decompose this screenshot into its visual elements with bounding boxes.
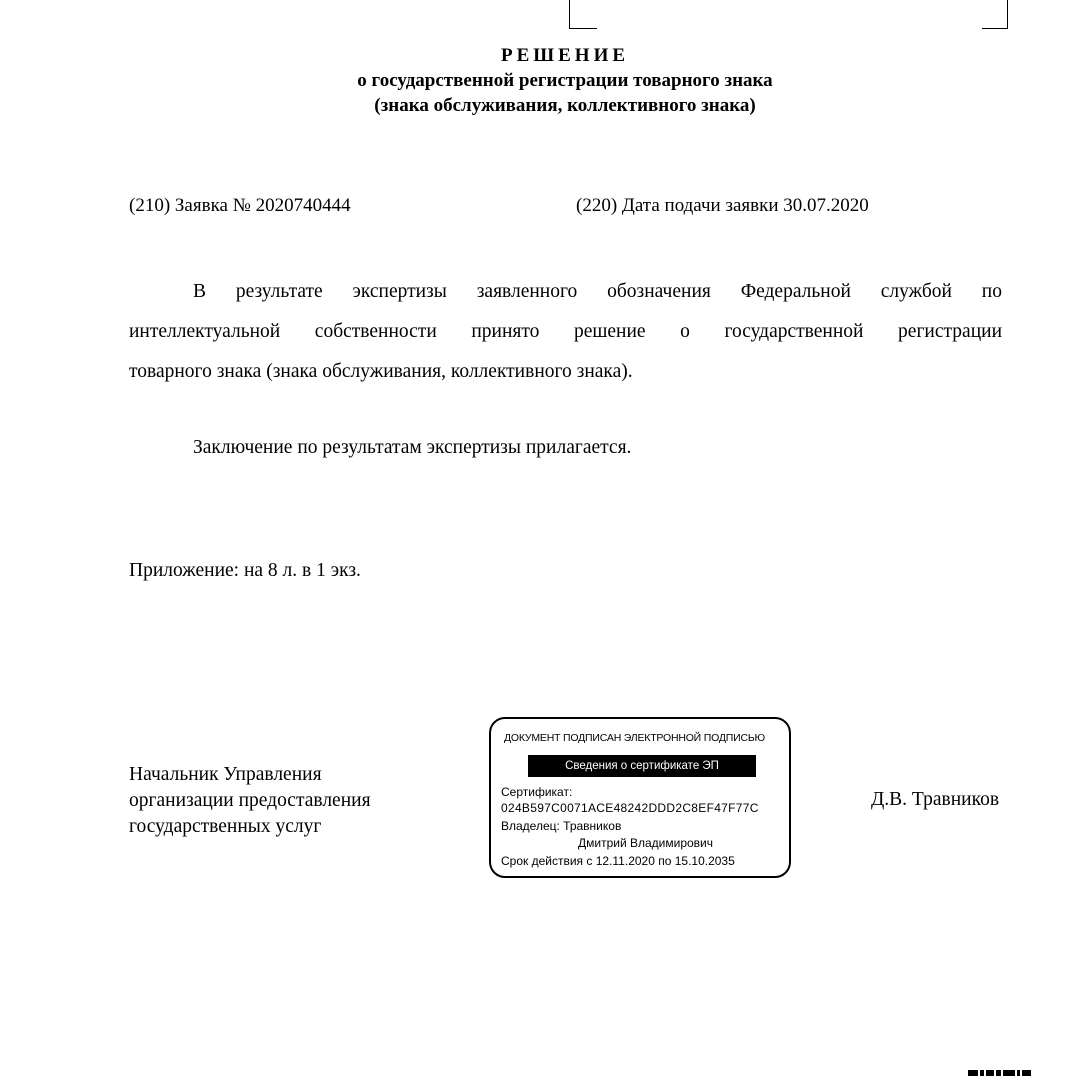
stamp-certificate-bar: Сведения о сертификате ЭП: [528, 755, 756, 777]
decision-paragraph: [129, 272, 1002, 392]
stamp-owner-name: Дмитрий Владимирович: [578, 836, 714, 850]
document-subtitle-line1: о государственной регистрации товарного знака: [357, 70, 773, 91]
application-number: (210) Заявка № 2020740444: [129, 195, 351, 216]
document-subtitle-line2: (знака обслуживания, коллективного знака): [374, 95, 756, 116]
decision-paragraph-line: В результате экспертизы заявленного обозначения Федеральной службой по: [193, 281, 1002, 302]
margin-corner-right: [982, 0, 1008, 29]
stamp-header: ДОКУМЕНТ ПОДПИСАН ЭЛЕКТРОННОЙ ПОДПИСЬЮ: [504, 732, 765, 744]
signer-position-line: организации предоставления: [129, 790, 371, 811]
stamp-owner-label: Владелец: Травников: [501, 819, 622, 833]
document-title: РЕШЕНИЕ: [500, 45, 630, 66]
stamp-certificate-label: Сертификат:: [501, 785, 573, 799]
signer-position: [129, 762, 371, 840]
stamp-validity: Срок действия с 12.11.2020 по 15.10.2035: [501, 854, 735, 868]
signer-name: Д.В. Травников: [871, 789, 1000, 810]
attachment-text: Приложение: на 8 л. в 1 экз.: [129, 560, 361, 581]
signer-position-line: Начальник Управления: [129, 764, 322, 785]
margin-corner-left: [569, 0, 597, 29]
electronic-signature-stamp: [489, 717, 791, 878]
qr-code-icon: [968, 1070, 1048, 1080]
stamp-certificate-value: 024B597C0071ACE48242DDD2C8EF47F77C: [501, 801, 759, 815]
decision-paragraph-line: интеллектуальной собственности принято решение о государственной регистрации: [129, 321, 1002, 342]
application-filing-date: (220) Дата подачи заявки 30.07.2020: [576, 195, 869, 216]
decision-paragraph-line: товарного знака (знака обслуживания, коллективного знака).: [129, 361, 633, 382]
signer-position-line: государственных услуг: [129, 816, 322, 837]
conclusion-text: Заключение по результатам экспертизы прилагается.: [193, 437, 632, 458]
